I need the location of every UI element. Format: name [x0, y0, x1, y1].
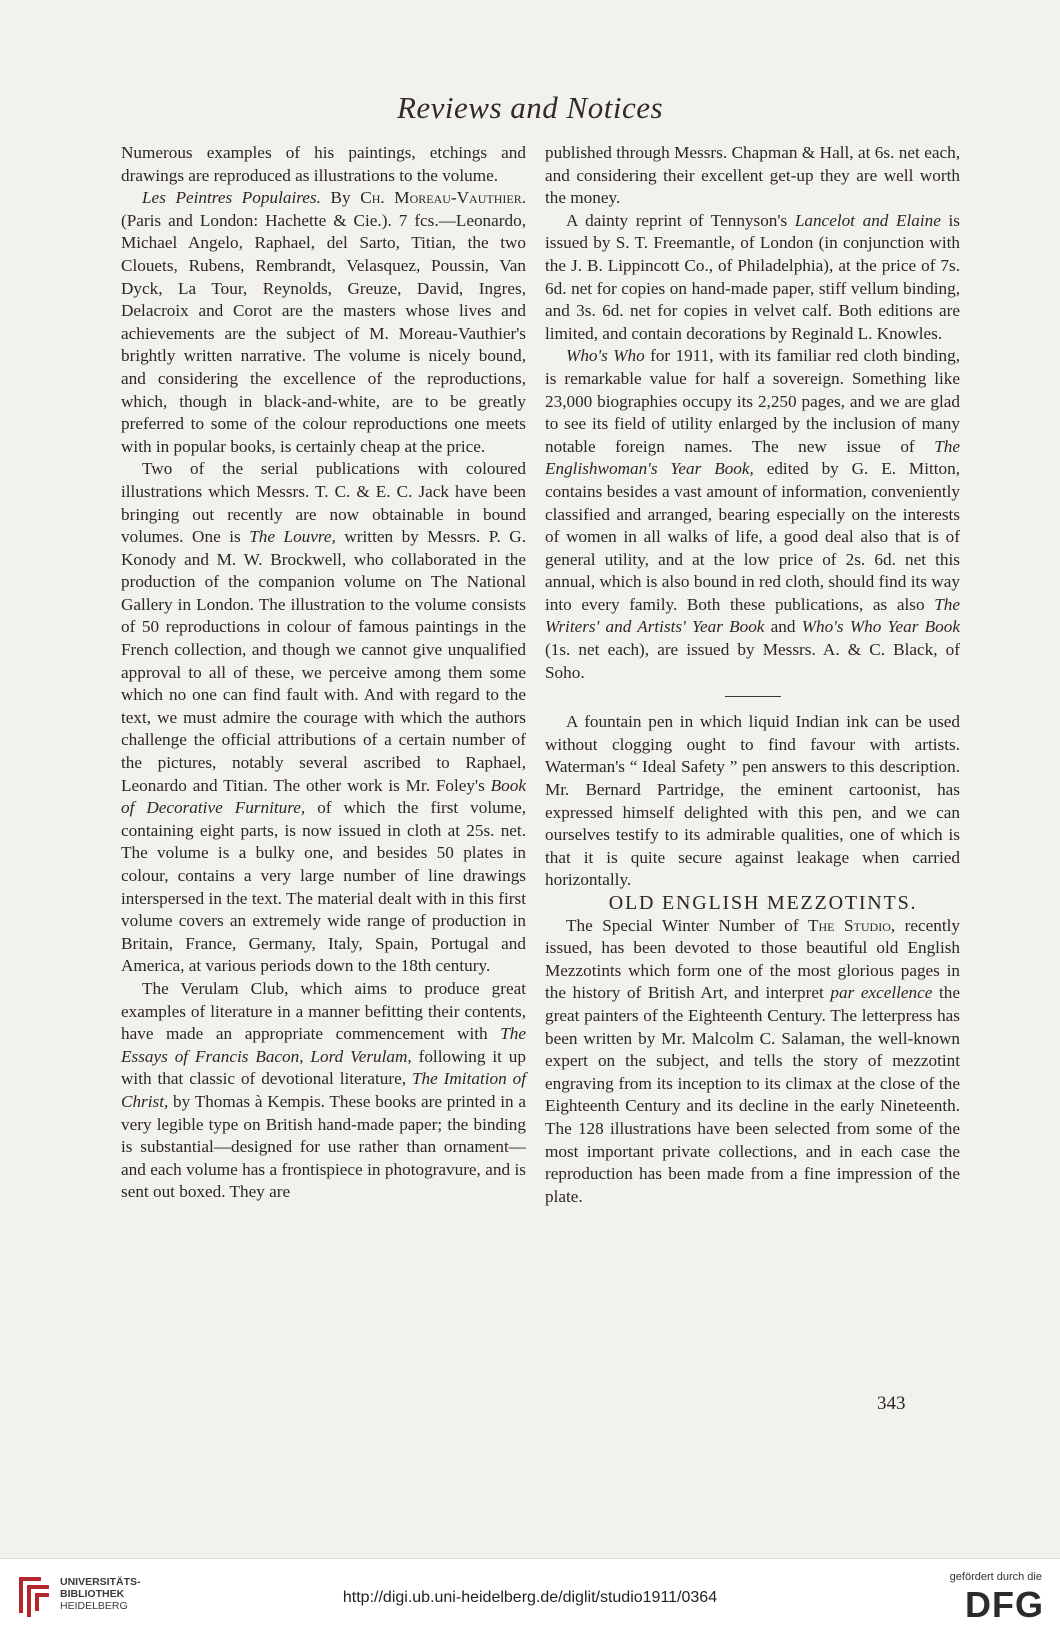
library-name-line: UNIVERSITÄTS-: [60, 1576, 141, 1588]
paragraph: published through Messrs. Chapman & Hall, at 6s. net each, and considering their excellent get-up they are well worth the money.: [545, 143, 960, 208]
page-number: 343: [877, 1393, 906, 1414]
paragraph: Les Peintres Populaires. By Ch. Moreau-Vauthier. (Paris and London: Hachette & Cie.). 7 fcs.—Leonardo, Michael Angelo, Raphael, del Sarto, Titian, the two Clouets, Rubens, Rembrandt, Velasquez, Poussin, Van Dyck, La Tour, Reynolds, Greuze, David, Ingres, Delacroix and Corot are the masters whose lives and achievements are the subject of M. Moreau-Vauthier's brightly written narrative. The volume is nicely bound, and considering the excellence of the reproductions, which, though in black-and-white, are to be greatly preferred to some of the colour reproductions one meets with in popular books, is certainly cheap at the price.: [121, 188, 527, 456]
paragraph: Two of the serial publications with coloured illustrations which Messrs. T. C. & E. C. Jack have been bringing out recently are now obtainable in bound volumes. One is The Louvre, written by Messrs. P. G. Konody and M. W. Brockwell, who collaborated in the production of the companion volume on The National Gallery in London. The illustration to the volume consists of 50 reproductions in colour of famous paintings in the French collection, and though we cannot give unqualified approval to all of these, we perceive among them some which no one can find fault with. And with regard to the text, we must admire the courage with which the authors challenge the official attributions of a certain number of the pictures, notably several ascribed to Raphael, Leonardo and Titian. The other work is Mr. Foley's Book of Decorative Furniture, of which the first volume, containing eight parts, is now issued in cloth at 25s. net. The volume is a bulky one, and besides 50 plates in colour, contains a very large number of line drawings interspersed in the text. The material dealt with in this first volume covers an extremely wide range of production in Britain, France, Germany, Italy, Spain, Portugal and America, at various periods down to the 18th century.: [121, 459, 527, 976]
section-divider: [725, 696, 781, 697]
paragraph: Numerous examples of his paintings, etchings and drawings are reproduced as illustrations to the volume.: [121, 143, 526, 185]
source-url-link[interactable]: http://digi.ub.uni-heidelberg.de/diglit/studio1911/0364: [342, 1589, 718, 1606]
left-column: [121, 142, 526, 1204]
dfg-logo[interactable]: DFG: [965, 1584, 1044, 1625]
paragraph: The Verulam Club, which aims to produce great examples of literature in a manner befitting their contents, have made an appropriate commencement with The Essays of Francis Bacon, Lord Verulam, following it up with that classic of devotional literature, The Imitation of Christ, by Thomas à Kempis. These books are printed in a very legible type on British hand-made paper; the binding is substantial—designed for use rather than ornament—and each volume has a frontispiece in photogravure, and is sent out boxed. They are: [121, 978, 526, 1202]
library-name-line: BIBLIOTHEK: [60, 1588, 125, 1600]
section-heading: OLD ENGLISH MEZZOTINTS.: [608, 892, 918, 914]
right-column: [545, 142, 960, 1208]
paragraph: The Special Winter Number of The Studio, recently issued, has been devoted to those beautiful old English Mezzotints which form one of the most glorious pages in the history of British Art, and interpret par excellence the great painters of the Eighteenth Century. The letterpress has been written by Mr. Malcolm C. Salaman, the well-known expert on the subject, and tells the story of mezzotint engraving from its inception to its climax at the close of the Eighteenth Century and its decline in the early Nineteenth. The 128 illustrations have been selected from some of the most important private collections, and in each case the reproduction has been made from a fine impression of the plate.: [545, 915, 961, 1206]
library-name-line: HEIDELBERG: [60, 1600, 128, 1612]
paragraph: A dainty reprint of Tennyson's Lancelot and Elaine is issued by S. T. Freemantle, of London (in conjunction with the J. B. Lippincott Co., of Philadelphia), at the price of 7s. 6d. net for copies on hand-made paper, stiff vellum binding, and 3s. 6d. net for copies in velvet calf. Both editions are limited, and contain decorations by Reginald L. Knowles.: [545, 210, 960, 343]
page-title: Reviews and Notices: [396, 90, 664, 125]
paragraph: Who's Who for 1911, with its familiar red cloth binding, is remarkable value for half a sovereign. Something like 23,000 biographies occupy its 2,250 pages, and we are glad to see its field of utility enlarged by the inclusion of many notable foreign names. The new issue of The Englishwoman's Year Book, edited by G. E. Mitton, contains besides a vast amount of information, conveniently classified and arranged, bearing especially on the interests of women in all walks of life, a good deal also that is of general utility, and at the low price of 2s. 6d. net this annual, which is also bound in red cloth, should find its way into every family. Both these publications, as also The Writers' and Artists' Year Book and Who's Who Year Book (1s. net each), are issued by Messrs. A. & C. Black, of Soho.: [545, 346, 961, 682]
footer-bar: [0, 1558, 1060, 1632]
sponsor-caption: gefördert durch die: [949, 1571, 1042, 1583]
paragraph: A fountain pen in which liquid Indian ink can be used without clogging ought to find favour with artists. Waterman's “ Ideal Safety ” pen answers to this description. Mr. Bernard Partridge, the eminent cartoonist, has expressed himself delighted with this pen, and we can ourselves testify to its admirable qualities, one of which is that it is quite secure against leakage when carried horizontally.: [545, 712, 960, 890]
